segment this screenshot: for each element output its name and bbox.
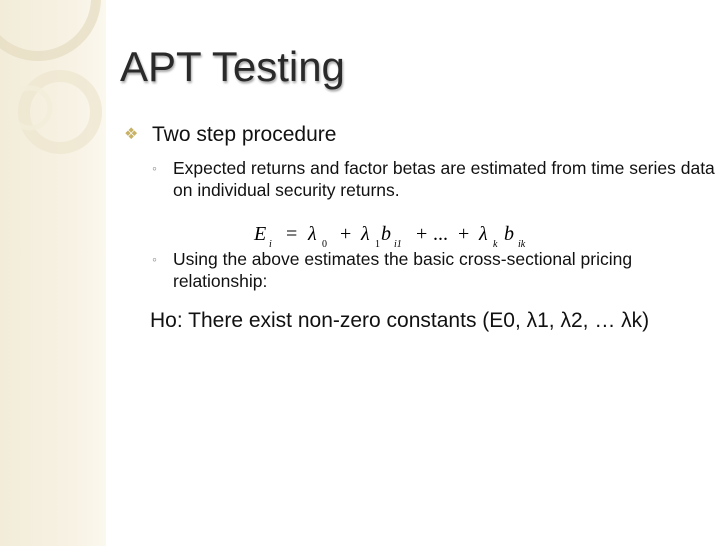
- formula-E: E: [254, 223, 267, 245]
- formula-sub-k: k: [493, 239, 498, 250]
- formula-sub-0: 0: [322, 239, 327, 250]
- formula-eq: =: [286, 223, 298, 245]
- slide-title: APT Testing: [120, 43, 345, 90]
- formula-sub-i: i: [269, 239, 272, 250]
- sub-bullet-1-text: Expected returns and factor betas are estimated from time series data on individual security returns.: [173, 158, 715, 200]
- bullet-glyph-icon: ❖: [124, 126, 139, 143]
- bullet-1: [124, 122, 336, 148]
- formula-sub-ik: ik: [518, 239, 526, 250]
- apt-formula: [250, 214, 560, 250]
- formula-sub-1: 1: [375, 239, 380, 250]
- sub-bullet-glyph-icon: ◦: [152, 160, 157, 176]
- formula-lambda-1: λ: [361, 223, 370, 245]
- formula-sub-i1: i1: [394, 239, 402, 250]
- formula-plus-3: +: [458, 223, 470, 245]
- formula-plus-2: +: [416, 223, 428, 245]
- formula-plus-1: +: [340, 223, 352, 245]
- rings-decoration-icon: [0, 0, 140, 170]
- formula-ellipsis: ...: [433, 223, 448, 245]
- formula-b-1: b: [381, 223, 391, 245]
- formula-lambda-0: λ: [308, 223, 317, 245]
- sub-bullet-2-text: Using the above estimates the basic cross-sectional pricing relationship:: [173, 249, 633, 291]
- formula-b-k: b: [504, 223, 514, 245]
- formula-lambda-k: λ: [479, 223, 488, 245]
- hypothesis-text: Ho: There exist non-zero constants (E0, λ1, λ2, … λk): [150, 309, 650, 332]
- bullet-1-text: Two step procedure: [152, 123, 337, 146]
- sub-bullet-glyph-icon: ◦: [152, 251, 157, 267]
